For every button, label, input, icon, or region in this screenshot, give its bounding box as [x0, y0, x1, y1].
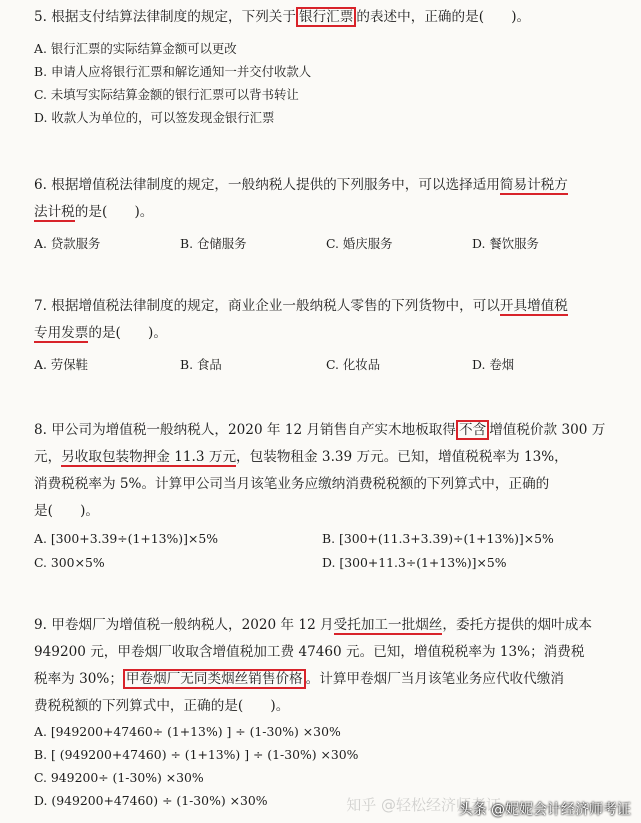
q9-stem-line-4: 费税税额的下列算式中，正确的是( )。	[34, 698, 290, 714]
q9-stem-line-2: 949200 元，甲卷烟厂收取含增值税加工费 47460 元。已知，增值税税率为 13%；消费税	[34, 644, 585, 660]
question-7	[34, 293, 618, 375]
q6-stem-text: 6. 根据增值税法律制度的规定，一般纳税人提供的下列服务中，可以选择适用	[34, 177, 500, 193]
question-7-options	[34, 355, 618, 375]
q7-option-b: B. 食品	[180, 357, 222, 372]
question-6	[34, 172, 618, 254]
q9-highlight: 受托加工一批烟丝	[333, 617, 443, 633]
question-6-stem	[34, 172, 618, 226]
question-8-stem	[34, 417, 618, 525]
watermark-author: 头条 @妮妮会计经济师考证	[458, 802, 631, 818]
q6-option-b: B. 仓储服务	[180, 236, 247, 251]
question-9-stem	[34, 612, 618, 720]
q6-option-d: D. 餐饮服务	[472, 236, 539, 251]
question-9-options	[34, 722, 618, 811]
watermark-faint: 知乎 @轻松经济师考证	[346, 796, 501, 814]
q5-stem-text-end: 的表述中，正确的是( )。	[356, 9, 531, 25]
q6-option-c: C. 婚庆服务	[326, 236, 393, 251]
q5-option-c: C. 未填写实际结算金额的银行汇票可以背书转让	[34, 87, 299, 102]
q8-option-c: C. 300×5%	[34, 555, 105, 570]
question-6-options	[34, 234, 618, 254]
q9-stem-line-3-start: 税率为 30%；	[34, 671, 123, 687]
q6-option-a: A. 贷款服务	[34, 236, 101, 251]
q9-stem-line-1: 9. 甲卷烟厂为增值税一般纳税人，2020 年 12 月	[34, 617, 334, 633]
q8-stem-line-2-end: ，包装物租金 3.39 万元。已知，增值税税率为 13%，	[236, 449, 568, 465]
q7-highlight-1: 开具增值税	[499, 298, 568, 314]
q7-option-a: A. 劳保鞋	[34, 357, 88, 372]
question-5-options	[34, 39, 618, 128]
q7-stem-text-end: 的是( )。	[88, 325, 167, 341]
q6-stem-text-end: 的是( )。	[74, 204, 154, 220]
q8-stem-line-2-start: 元，	[34, 449, 62, 465]
q9-option-a: A. [949200+47460÷ (1+13%) ] ÷ (1-30%) ×30%	[34, 724, 341, 739]
q9-stem-line-1-end: ，委托方提供的烟叶成本	[442, 617, 592, 633]
q5-highlight: 银行汇票	[296, 7, 356, 27]
q7-option-c: C. 化妆品	[326, 357, 381, 372]
q9-option-c: C. 949200÷ (1-30%) ×30%	[34, 770, 204, 785]
q5-option-b: B. 申请人应将银行汇票和解讫通知一并交付收款人	[34, 64, 312, 79]
q9-boxed-text: 甲卷烟厂无同类烟丝销售价格	[123, 669, 306, 689]
q7-stem-text: 7. 根据增值税法律制度的规定，商业企业一般纳税人零售的下列货物中，可以	[34, 298, 500, 314]
question-5-stem	[34, 4, 618, 31]
q8-option-a: A. [300+3.39÷(1+13%)]×5%	[34, 531, 219, 546]
q6-highlight-2: 法计税	[34, 204, 75, 220]
q9-stem-line-3-end: 。计算甲卷烟厂当月该笔业务应代收代缴消	[305, 671, 564, 687]
question-8-options	[34, 529, 618, 573]
q8-boxed-text: 不含	[456, 420, 489, 440]
q8-highlight: 另收取包装物押金 11.3 万元	[61, 449, 237, 465]
q5-option-d: D. 收款人为单位的，可以签发现金银行汇票	[34, 110, 275, 125]
question-7-stem	[34, 293, 618, 347]
q5-stem-text: 5. 根据支付结算法律制度的规定，下列关于	[34, 9, 296, 25]
q9-option-b: B. [ (949200+47460) ÷ (1+13%) ] ÷ (1-30%) ×30%	[34, 747, 359, 762]
q8-stem-line-3: 消费税税率为 5%。计算甲公司当月该笔业务应缴纳消费税税额的下列算式中，正确的	[34, 476, 550, 492]
q6-highlight-1: 简易计税方	[499, 177, 568, 193]
q5-option-a: A. 银行汇票的实际结算金额可以更改	[34, 41, 237, 56]
question-9	[34, 612, 618, 814]
q8-option-b: B. [300+(11.3+3.39)÷(1+13%)]×5%	[322, 531, 554, 546]
question-8	[34, 417, 618, 573]
q8-option-d: D. [300+11.3÷(1+13%)]×5%	[322, 555, 507, 570]
q7-highlight-2: 专用发票	[34, 325, 89, 341]
q8-stem-line-1: 8. 甲公司为增值税一般纳税人，2020 年 12 月销售自产实木地板取得	[34, 422, 456, 438]
question-5	[34, 4, 618, 131]
q8-stem-line-1-end: 增值税价款 300 万	[489, 422, 606, 438]
q8-stem-line-4: 是( )。	[34, 503, 99, 519]
q7-option-d: D. 卷烟	[472, 357, 515, 372]
q9-option-d: D. (949200+47460) ÷ (1-30%) ×30%	[34, 793, 268, 808]
